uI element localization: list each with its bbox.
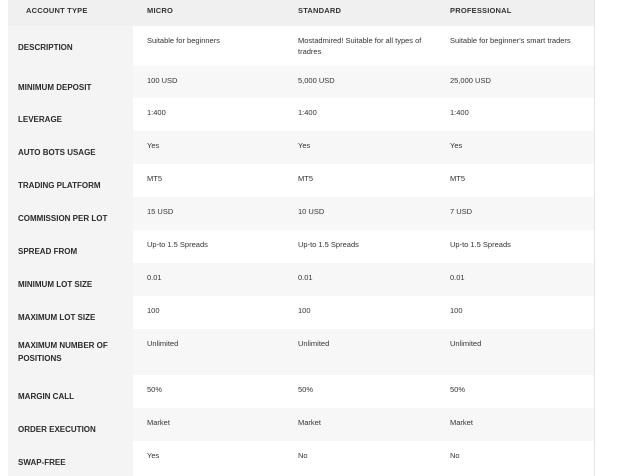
row-label: MARGIN CALL — [18, 392, 74, 401]
cell-professional: Market — [450, 418, 473, 427]
cell-standard: Mostadmired! Suitable for all types of tradres — [298, 36, 422, 56]
row-label: ORDER EXECUTION — [18, 425, 96, 434]
row-label: TRADING PLATFORM — [18, 181, 101, 190]
cell-professional: 0.01 — [450, 273, 465, 282]
header-account-type: ACCOUNT TYPE — [26, 6, 88, 15]
cell-standard: 50% — [298, 385, 314, 394]
row-label: COMMISSION PER LOT — [18, 214, 108, 223]
header-professional: PROFESSIONAL — [450, 6, 512, 15]
cell-micro: 100 USD — [147, 76, 178, 85]
row-label: MAXIMUM NUMBER OF POSITIONS — [18, 341, 108, 363]
cell-professional: 1:400 — [450, 108, 469, 117]
cell-standard: No — [298, 451, 308, 460]
row-label: SPREAD FROM — [18, 247, 78, 256]
row-label: SWAP-FREE — [18, 458, 66, 467]
cell-professional: 7 USD — [450, 207, 473, 216]
row-label: AUTO BOTS USAGE — [18, 148, 96, 157]
cell-micro: 1:400 — [147, 108, 166, 117]
cell-micro: 50% — [147, 385, 163, 394]
cell-standard: Yes — [298, 141, 311, 150]
row-label: DESCRIPTION — [18, 43, 73, 52]
row-label: MINIMUM DEPOSIT — [18, 83, 92, 92]
cell-professional: Unlimited — [450, 339, 482, 348]
cell-professional: Yes — [450, 141, 463, 150]
cell-micro: Unlimited — [147, 339, 179, 348]
cell-standard: Market — [298, 418, 321, 427]
cell-professional: Suitable for beginner's smart traders — [450, 36, 571, 45]
divider — [594, 0, 595, 476]
cell-standard: Up-to 1.5 Spreads — [298, 240, 359, 249]
cell-micro: Yes — [147, 451, 160, 460]
cell-micro: 15 USD — [147, 207, 174, 216]
cell-standard: 100 — [298, 306, 311, 315]
header-micro: MICRO — [147, 6, 173, 15]
cell-standard: Unlimited — [298, 339, 330, 348]
cell-micro: Yes — [147, 141, 160, 150]
cell-micro: Market — [147, 418, 170, 427]
row-label: MINIMUM LOT SIZE — [18, 280, 93, 289]
cell-professional: MT5 — [450, 174, 465, 183]
cell-professional: Up-to 1.5 Spreads — [450, 240, 511, 249]
row-label: LEVERAGE — [18, 115, 63, 124]
row-label: MAXIMUM LOT SIZE — [18, 313, 96, 322]
cell-professional: 50% — [450, 385, 466, 394]
cell-standard: 10 USD — [298, 207, 325, 216]
table-row — [133, 329, 594, 375]
cell-standard: 1:400 — [298, 108, 317, 117]
cell-professional: 100 — [450, 306, 463, 315]
cell-micro: Suitable for beginners — [147, 36, 220, 45]
cell-standard: 0.01 — [298, 273, 313, 282]
cell-standard: MT5 — [298, 174, 313, 183]
cell-professional: No — [450, 451, 460, 460]
cell-professional: 25,000 USD — [450, 76, 491, 85]
cell-micro: Up-to 1.5 Spreads — [147, 240, 208, 249]
cell-micro: MT5 — [147, 174, 162, 183]
cell-micro: 0.01 — [147, 273, 162, 282]
cell-micro: 100 — [147, 306, 160, 315]
cell-standard: 5,000 USD — [298, 76, 335, 85]
header-standard: STANDARD — [298, 6, 342, 15]
